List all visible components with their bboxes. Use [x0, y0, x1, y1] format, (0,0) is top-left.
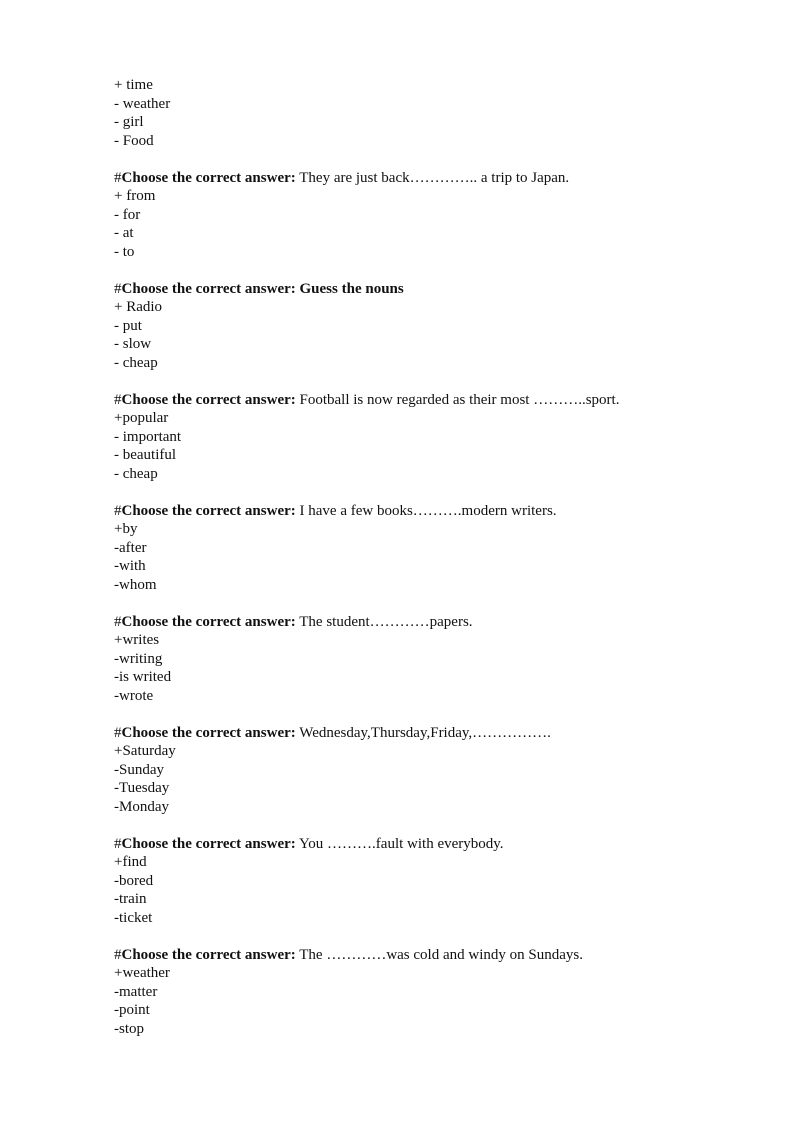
option: - put	[114, 317, 142, 334]
question-prefix: #	[114, 835, 122, 852]
question-block	[114, 946, 754, 1039]
option: - girl	[114, 114, 144, 130]
question-label: Choose the correct answer:	[121, 946, 296, 963]
question-line	[114, 502, 754, 521]
question-line	[114, 835, 754, 854]
question-block	[114, 280, 754, 373]
option: + Radio	[114, 299, 163, 315]
question-text: Guess the nouns	[299, 280, 404, 297]
option: +writes	[114, 632, 160, 648]
option: -Tuesday	[114, 780, 170, 796]
question-label: Choose the correct answer:	[121, 835, 296, 852]
question-line	[114, 391, 754, 410]
option: - Food	[114, 132, 154, 149]
question-line	[114, 724, 754, 743]
question-block	[114, 613, 754, 706]
question-label: Choose the correct answer:	[121, 724, 296, 741]
option: -ticket	[114, 909, 153, 926]
question-label: Choose the correct answer:	[121, 391, 296, 408]
question-text: Wednesday,Thursday,Friday,…………….	[299, 724, 551, 741]
option: -writing	[114, 650, 163, 667]
question-prefix: #	[114, 280, 122, 297]
option: - important	[114, 428, 182, 445]
question-prefix: #	[114, 946, 122, 963]
question-text: Football is now regarded as their most ………..sport.	[299, 391, 620, 408]
option: +weather	[114, 965, 170, 981]
option: +Saturday	[114, 743, 176, 759]
option: -Monday	[114, 798, 169, 815]
option: - cheap	[114, 354, 158, 371]
option: - cheap	[114, 465, 158, 482]
option: +popular	[114, 410, 169, 426]
question-block	[114, 724, 754, 817]
question-text: They are just back………….. a trip to Japan.	[299, 169, 570, 186]
question-text: You ……….fault with everybody.	[298, 835, 504, 852]
question-block	[114, 835, 754, 928]
option: -train	[114, 891, 147, 907]
option: - slow	[114, 336, 152, 352]
option: -bored	[114, 872, 154, 889]
option: - weather	[114, 95, 171, 112]
question-prefix: #	[114, 613, 122, 630]
question-block	[114, 169, 754, 262]
question-line	[114, 280, 754, 299]
question-block	[114, 502, 754, 595]
option: - at	[114, 225, 134, 241]
question-line	[114, 613, 754, 632]
question-line	[114, 169, 754, 188]
question-prefix: #	[114, 391, 122, 408]
question-label: Choose the correct answer:	[121, 169, 296, 186]
document-page	[114, 76, 754, 1057]
option: -is writed	[114, 669, 172, 685]
option: + from	[114, 188, 156, 204]
option: -whom	[114, 576, 157, 593]
question-text: I have a few books……….modern writers.	[299, 502, 557, 519]
option: -Sunday	[114, 761, 164, 778]
question-line	[114, 946, 754, 965]
question-text: The …………was cold and windy on Sundays.	[299, 946, 583, 963]
option: -after	[114, 539, 147, 556]
option: -stop	[114, 1020, 144, 1037]
question-label: Choose the correct answer:	[121, 502, 296, 519]
question-block	[114, 391, 754, 484]
option: - to	[114, 243, 135, 260]
question-prefix: #	[114, 169, 122, 186]
option: -wrote	[114, 687, 154, 704]
question-prefix: #	[114, 502, 122, 519]
option: + time	[114, 77, 153, 93]
question-label: Choose the correct answer:	[121, 280, 296, 297]
question-label: Choose the correct answer:	[121, 613, 296, 630]
option: - beautiful	[114, 447, 177, 463]
option: +find	[114, 854, 147, 870]
intro-option-list	[114, 76, 754, 150]
option: -matter	[114, 983, 158, 1000]
option: -point	[114, 1002, 150, 1018]
question-prefix: #	[114, 724, 122, 741]
option: -with	[114, 558, 146, 574]
option: - for	[114, 206, 141, 223]
option: +by	[114, 521, 138, 537]
question-text: The student…………papers.	[299, 613, 473, 630]
